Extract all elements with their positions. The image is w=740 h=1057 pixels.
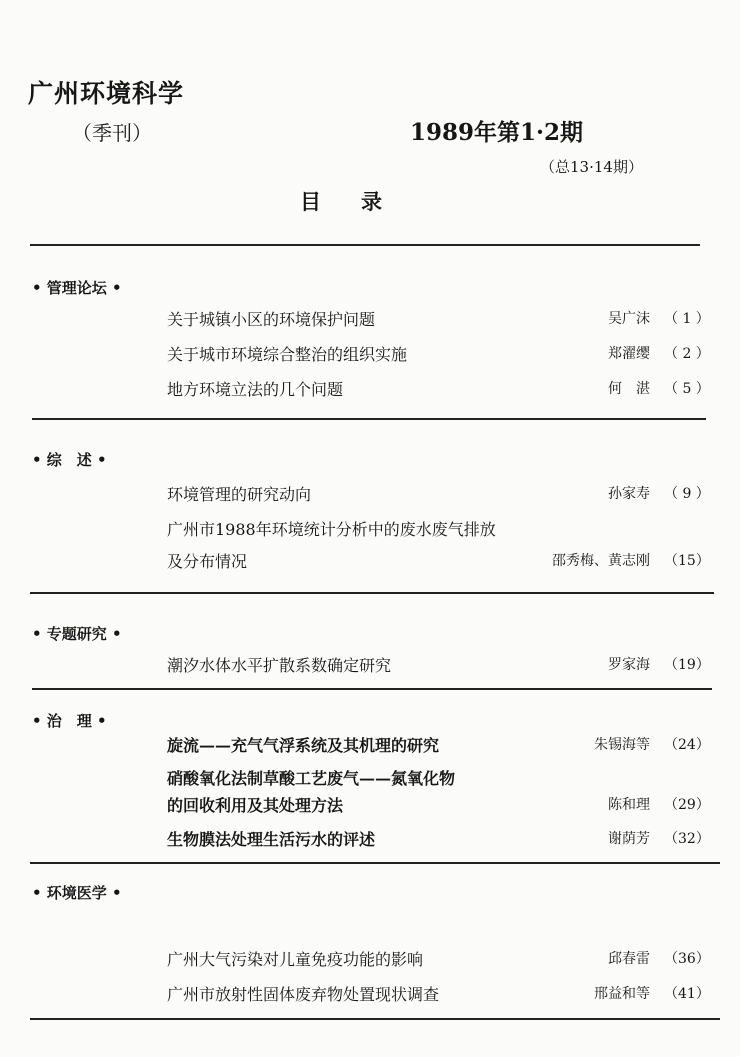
toc-title: 目录: [300, 190, 422, 214]
article-title: 广州大气污染对儿童免疫功能的影响: [167, 950, 424, 969]
divider: [32, 418, 706, 420]
article-page: （ 1 ）: [664, 311, 710, 327]
article-author: 朱锡海等: [594, 737, 650, 753]
article-title: 硝酸氧化法制草酸工艺废气——氮氧化物: [167, 769, 456, 788]
divider: [32, 688, 712, 690]
article-author: 陈和理: [608, 797, 650, 813]
article-title: 旋流——充气气浮系统及其机理的研究: [167, 736, 440, 755]
section-label-treatment: • 治 理 •: [32, 712, 107, 730]
article-page: （ 2 ）: [664, 346, 710, 362]
article-page: （24）: [664, 737, 710, 753]
total-issue-number: （总13·14期）: [540, 158, 643, 176]
article-title: 广州市1988年环境统计分析中的废水废气排放: [167, 520, 496, 539]
article-page: （15）: [664, 553, 710, 569]
article-page: （ 9 ）: [664, 486, 710, 502]
article-author: 罗家海: [608, 657, 650, 673]
section-label-management: • 管理论坛 •: [32, 279, 122, 297]
divider: [30, 862, 720, 864]
article-author: 邱春雷: [608, 951, 650, 967]
article-page: （ 5 ）: [664, 381, 710, 397]
article-page: （41）: [664, 986, 710, 1002]
article-title: 的回收利用及其处理方法: [167, 796, 344, 815]
article-author: 孙家寿: [608, 486, 650, 502]
article-author: 谢荫芳: [608, 831, 650, 847]
journal-frequency: （季刊）: [72, 121, 152, 145]
article-author: 邢益和等: [594, 986, 650, 1002]
article-title: 关于城镇小区的环境保护问题: [167, 310, 376, 329]
article-title: 地方环境立法的几个问题: [167, 380, 344, 399]
article-title: 环境管理的研究动向: [167, 485, 312, 504]
article-author: 吴广沫: [608, 311, 650, 327]
article-title: 及分布情况: [167, 552, 248, 571]
divider: [30, 592, 714, 594]
divider: [30, 1018, 720, 1020]
article-page: （19）: [664, 657, 710, 673]
article-title: 广州市放射性固体废弃物处置现状调查: [167, 985, 440, 1004]
article-author: 何 湛: [608, 381, 650, 397]
article-page: （32）: [664, 831, 710, 847]
article-page: （36）: [664, 951, 710, 967]
article-author: 郑濯缨: [608, 346, 650, 362]
article-author: 邵秀梅、黄志刚: [552, 553, 650, 569]
issue-number: 1989年第1·2期: [410, 119, 584, 146]
article-title: 关于城市环境综合整治的组织实施: [167, 345, 408, 364]
divider: [30, 244, 700, 246]
section-label-review: • 综 述 •: [32, 451, 107, 469]
article-page: （29）: [664, 797, 710, 813]
section-label-environmental-medicine: • 环境医学 •: [32, 884, 122, 902]
section-label-special-research: • 专题研究 •: [32, 625, 122, 643]
article-title: 生物膜法处理生活污水的评述: [167, 830, 376, 849]
journal-name: 广州环境科学: [28, 79, 185, 108]
article-title: 潮汐水体水平扩散系数确定研究: [167, 656, 392, 675]
